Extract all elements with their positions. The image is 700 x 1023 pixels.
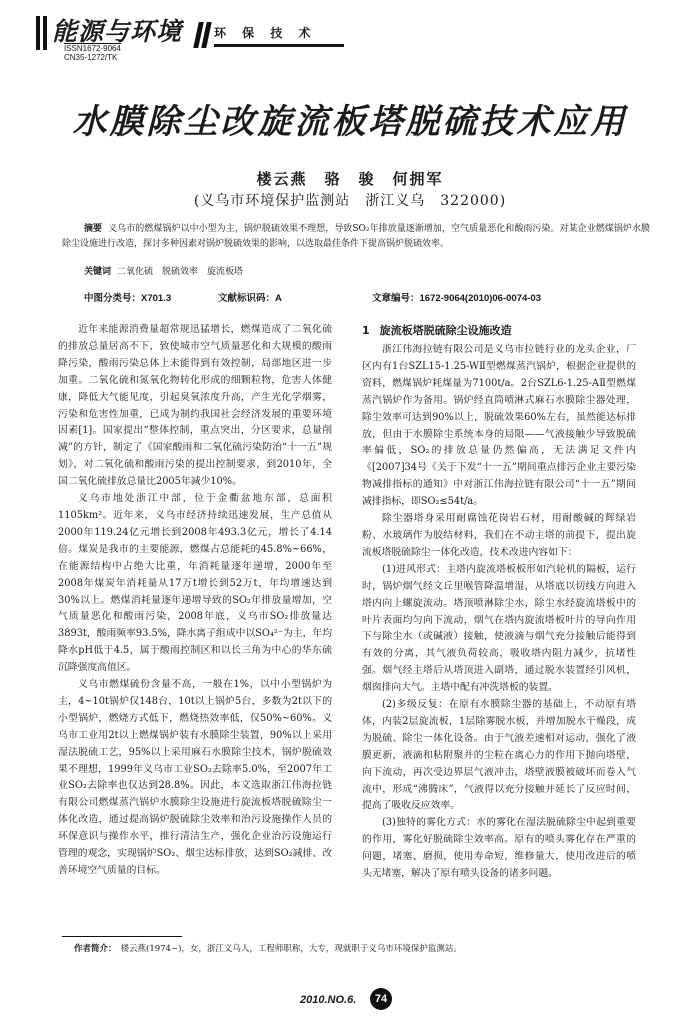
paragraph: 义乌市燃煤硫份含量不高，一般在1%，以中小型锅炉为主，4~10t锅炉仅148台，10t以上锅炉5台，多数为2t以下的小型锅炉，燃烧方式低下，燃烧热效率低，仅50%~60%。义乌市工业用2t以上燃煤锅炉装有水膜除尘装置，90%以上采用湿法脱硫工艺，95%以上采用麻石水膜除尘技术，锅炉脱硫效果不理想，1999年义乌市工业SO₂去除率5.0%，至2007年工业SO₂去除率也仅达到28.8%。因此，本文选取浙江伟海拉链有限公司燃煤蒸汽锅炉水膜除尘设施进行旋流板塔脱硫除尘一体化改造，通过提高锅炉脱硫除尘效率和治污设施操作人员的环保意识与操作水平，推行清洁生产，强化企业治污设施运行管理的观念，实现锅炉SO₂、烟尘达标排放，达到SO₂减排、改善环境空气质量的目标。	[58, 679, 332, 876]
keywords	[84, 264, 243, 277]
section-tag: 环 保 技 术	[214, 26, 317, 40]
body-column-left	[58, 322, 332, 880]
journal-cn: CN35-1272/TK	[64, 53, 118, 62]
abstract-text: 义乌市的燃煤锅炉以中小型为主，锅炉脱硫效果不理想，导致SO₂年排放量逐渐增加，空气质量恶化和酸雨污染。对某企业燃煤锅炉水膜除尘设施进行改造，探讨多种因素对锅炉脱硫效果的影响，以选取最佳条件下提高锅炉脱硫效率。	[62, 224, 650, 249]
section-number: 1	[362, 324, 370, 337]
issue-label: 2010.NO.6.	[300, 994, 357, 1006]
paragraph: (2)多级反复：在原有水膜除尘器的基础上，不动原有塔体，内装2层旋流板，1层除雾脱水板，并增加脱水干燥段，成为脱硫、除尘一体化设备。由于气液差速相对运动，强化了液膜更新，液滴和粘附聚并的尘粒在离心力的作用下抛向塔壁，向下流动，再次受边界层气液冲击，塔壁液膜被破坏而卷入气流中，形成“沸腾床”，气液得以充分接触并延长了反应时间，提高了吸收反应效率。	[362, 699, 636, 812]
paragraph: 除尘器塔身采用耐腐蚀花岗岩石材，用耐酸碱的辉绿岩粉、水玻璃作为胶结材料，我们在不动主塔的前提下，提出旋流板塔脱硫除尘一体化改造，技术改进内容如下：	[362, 513, 636, 558]
journal-issn-block	[64, 43, 121, 62]
clc-number: 中图分类号：X701.3	[84, 293, 172, 304]
header-rule	[214, 44, 344, 47]
paragraph: 近年来能源消费量超常规迅猛增长，燃煤造成了二氧化硫的排放总量居高不下，致使城市空气质量恶化和大规模的酸雨降污染，酸雨污染总体上未能得到有效控制，局部地区进一步加重。二氧化硫和氮氧化物转化形成的细颗粒物，危害人体健康，降低大气能见度，引起臭氧浓度升高，产生光化学烟雾，污染和危害性加重，已成为制约我国社会经济发展的重要环境因素[1]。国家提出“整体控制，重点突出，分区要求，总量削减”的方针，制定了《国家酸雨和二氧化硫污染防治“十一五”规划》，对二氧化硫和酸雨污染的提出控制要求，到2010年，全国二氧化硫排放总量比2005年减少10%。	[58, 324, 332, 488]
footnote-text: 楼云燕(1974~)，女，浙江义乌人，工程师职称，大专，现就职于义乌市环境保护监测站。	[120, 944, 462, 954]
article-affiliation: (义乌市环境保护监测站 浙江义乌 322000)	[193, 193, 507, 209]
journal-issn: ISSN1672-9064	[64, 44, 121, 53]
keywords-label: 关键词	[84, 267, 112, 277]
document-code: 文献标识码：A	[218, 293, 282, 304]
journal-logo-title: 能源与环境	[52, 17, 183, 46]
footnote-rule	[62, 936, 182, 937]
article-number: 文章编号：1672-9064(2010)06-0074-03	[372, 293, 541, 304]
paragraph: 浙江伟海拉链有限公司是义乌市拉链行业的龙头企业，厂区内有1台SZL15-1.25-WⅡ型燃煤蒸汽锅炉，根据企业提供的资料，燃煤锅炉耗煤量为7100t/a。2台SZL6-1.25-AⅡ型燃煤蒸汽锅炉作为备用。锅炉经直筒喷淋式麻石水膜除尘器处理，除尘效率可达到90%以上，脱硫效果60%左右，虽然能达标排放，但由于水膜除尘系统本身的局限——气液接触少导致脱硫率偏低，SO₂的排放总量仍然偏高，无法满足文件内《[2007]34号《关于下发“十一五”期间重点排污企业主要污染物减排指标的通知》中对浙江伟海拉链有限公司“十一五”期间减排指标，即SO₂≤54t/a。	[362, 344, 636, 508]
author-footnote	[74, 942, 462, 954]
keywords-text: 二氧化硫 脱硫效率 旋流板塔	[117, 267, 244, 277]
article-title: 水膜除尘改旋流板塔脱硫技术应用	[72, 102, 628, 142]
paragraph: (3)独特的雾化方式：水的雾化在湿法脱硫除尘中起到重要的作用，雾化好脱硫除尘效率高。原有的喷头雾化存在严重的问题，堵塞、磨损，使用寿命短，维修量大，使用改进后的喷头无堵塞，解决了原有喷头设备的诸多问题。	[362, 817, 636, 880]
body-column-right	[362, 322, 636, 883]
journal-logo	[36, 10, 186, 70]
abstract-label: 摘要	[84, 224, 103, 234]
footnote-label: 作者简介：	[74, 944, 117, 954]
abstract	[62, 222, 650, 252]
section-title: 旋流板塔脱硫除尘设施改造	[379, 324, 512, 337]
section-heading	[362, 322, 636, 340]
journal-header	[36, 10, 676, 74]
paragraph: 义乌市地处浙江中部，位于金衢盆地东部，总面积1105km²。近年来，义乌市经济持续迅速发展，生产总值从2000年119.24亿元增长到2008年493.3亿元，增长了4.14倍。煤炭是我市的主要能源，燃煤占总能耗的45.8%~66%，在能源结构中占绝大比重，年消耗量逐年递增，2000年至2008年煤炭年消耗量从17万t增长到52万t，年均增速达到30%以上。燃煤消耗量逐年递增导致的SO₂年排放量增加，空气质量恶化和酸雨污染，2008年底，义乌市SO₂排放量达3893t，酸雨频率93.5%，降水离子组成中以SO₄²⁻为主，年均降水pH低于4.5，属于酸雨控制区和以长三角为中心的华东硫沉降强度高值区。	[58, 493, 332, 674]
article-authors: 楼云燕 骆 骏 何拥军	[256, 170, 444, 188]
page-number-badge: 74	[370, 988, 392, 1010]
paragraph: (1)进风形式：主塔内旋流塔板板形如汽轮机的隔板，运行时，锅炉烟气经文丘里喉管降温增湿，从塔底以切线方向进入塔内向上螺旋流动。塔顶喷淋除尘水，除尘水经旋流塔板中的叶片表面均匀向下流动，烟气在塔内旋流塔板叶片的导向作用下与除尘水（或碱液）接触，使液滴与烟气充分接触后能得到有效的分离，其气液负荷较高，吸收塔内阻力减少，抗堵性强。烟气经主塔后从塔顶进入副塔，通过脱水装置经引风机，烟囱排向大气。主塔中配有冲洗塔板的装置。	[362, 563, 636, 694]
